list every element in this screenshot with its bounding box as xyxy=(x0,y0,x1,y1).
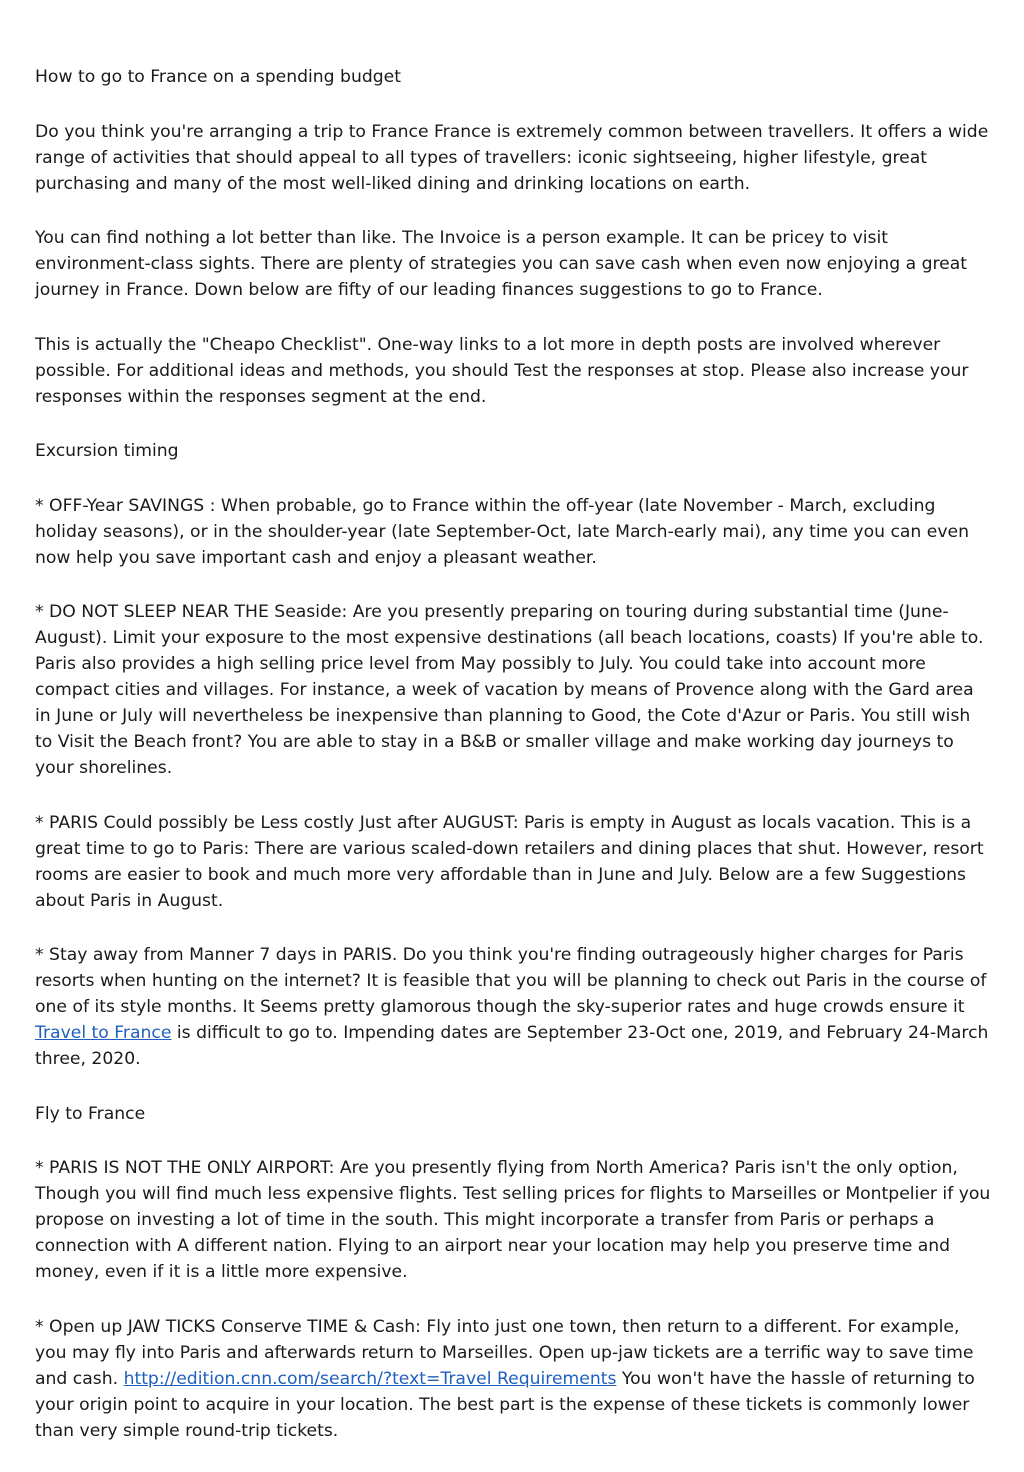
intro-paragraph-1: Do you think you're arranging a trip to France France is extremely common between travellers. It offers a wide range of activities that should appeal to all types of travellers: iconic sightseeing, higher lifestyle, great purchasing and many of the most well-liked dining and drinking locations on earth. xyxy=(35,121,989,194)
section-heading-timing: Excursion timing xyxy=(35,441,179,461)
intro-paragraph-2: You can find nothing a lot better than like. The Invoice is a person example. It can be pricey to visit environment-class sights. There are plenty of strategies you can save cash when even now enjoying a great journey in France. Down below are fifty of our leading finances suggestions to go to France. xyxy=(35,228,968,300)
travel-to-france-link[interactable]: Travel to France xyxy=(35,1023,172,1043)
tip-airport: * PARIS IS NOT THE ONLY AIRPORT: Are you presently flying from North America? Paris isn't the only option, Though you will find much less expensive flights. Test selling prices for flights to Marseilles or Montpelier if you propose on investing a lot of time in the south. This might incorporate a transfer from Paris or perhaps a connection with A different nation. Flying to an airport near your location may help you preserve time and money, even if it is a little more expensive. xyxy=(35,1158,991,1282)
tip-open-jaw-text-end: You won't have the hassle of returning to your origin point to acquire in your location. The best part is the expense of these tickets is commonly lower than very simple round-trip tickets. xyxy=(35,1368,975,1441)
document-body xyxy=(35,64,991,1472)
tip-fashion-week xyxy=(35,942,991,1072)
intro-paragraph-3: This is actually the "Cheapo Checklist". One-way links to a lot more in depth posts are involved wherever possible. For additional ideas and methods, you should Test the responses at stop. Please also increase your responses within the responses segment at the end. xyxy=(35,334,969,407)
tip-seaside: * DO NOT SLEEP NEAR THE Seaside: Are you presently preparing on touring during substantial time (June-August). Limit your exposure to the most expensive destinations (all beach locations, coasts) If you're able to. Paris also provides a high selling price level from May possibly to July. You could take into account more compact cities and villages. For instance, a week of vacation by means of Provence along with the Gard area in June or July will nevertheless be inexpensive than planning to Good, the Cote d'Azur or Paris. You still wish to Visit the Beach front? You are able to stay in a B&B or smaller village and make working day journeys to your shorelines. xyxy=(35,602,984,778)
tip-open-jaw xyxy=(35,1314,991,1444)
document-title: How to go to France on a spending budget xyxy=(35,67,401,87)
tip-paris-august: * PARIS Could possibly be Less costly Just after AUGUST: Paris is empty in August as locals vacation. This is a great time to go to Paris: There are various scaled-down retailers and dining places that shut. However, resort rooms are easier to book and much more very affordable than in June and July. Below are a few Suggestions about Paris in August. xyxy=(35,812,984,911)
section-heading-fly: Fly to France xyxy=(35,1103,146,1124)
tip-fashion-week-text-end: is difficult to go to. Impending dates are September 23-Oct one, 2019, and February 24-March three, 2020. xyxy=(35,1023,989,1069)
tip-open-jaw-text-start: * Open up JAW TICKS Conserve TIME & Cash: Fly into just one town, then return to a different. For example, you may fly into Paris and afterwards return to Marseilles. Open up-jaw tickets are a terrific way to save time and cash. xyxy=(35,1316,974,1389)
tip-fashion-week-text-start: * Stay away from Manner 7 days in PARIS. Do you think you're finding outrageously higher charges for Paris resorts when hunting on the internet? It is feasible that you will be planning to check out Paris in the course of one of its style months. It Seems pretty glamorous though the sky-superior rates and huge crowds ensure it xyxy=(35,945,987,1017)
cnn-travel-requirements-link[interactable]: http://edition.cnn.com/search/?text=Travel Requirements xyxy=(123,1368,617,1389)
tip-off-year-savings: * OFF-Year SAVINGS : When probable, go to France within the off-year (late November - March, excluding holiday seasons), or in the shoulder-year (late September-Oct, late March-early mai), any time you can even now help you save important cash and enjoy a pleasant weather. xyxy=(35,495,969,568)
